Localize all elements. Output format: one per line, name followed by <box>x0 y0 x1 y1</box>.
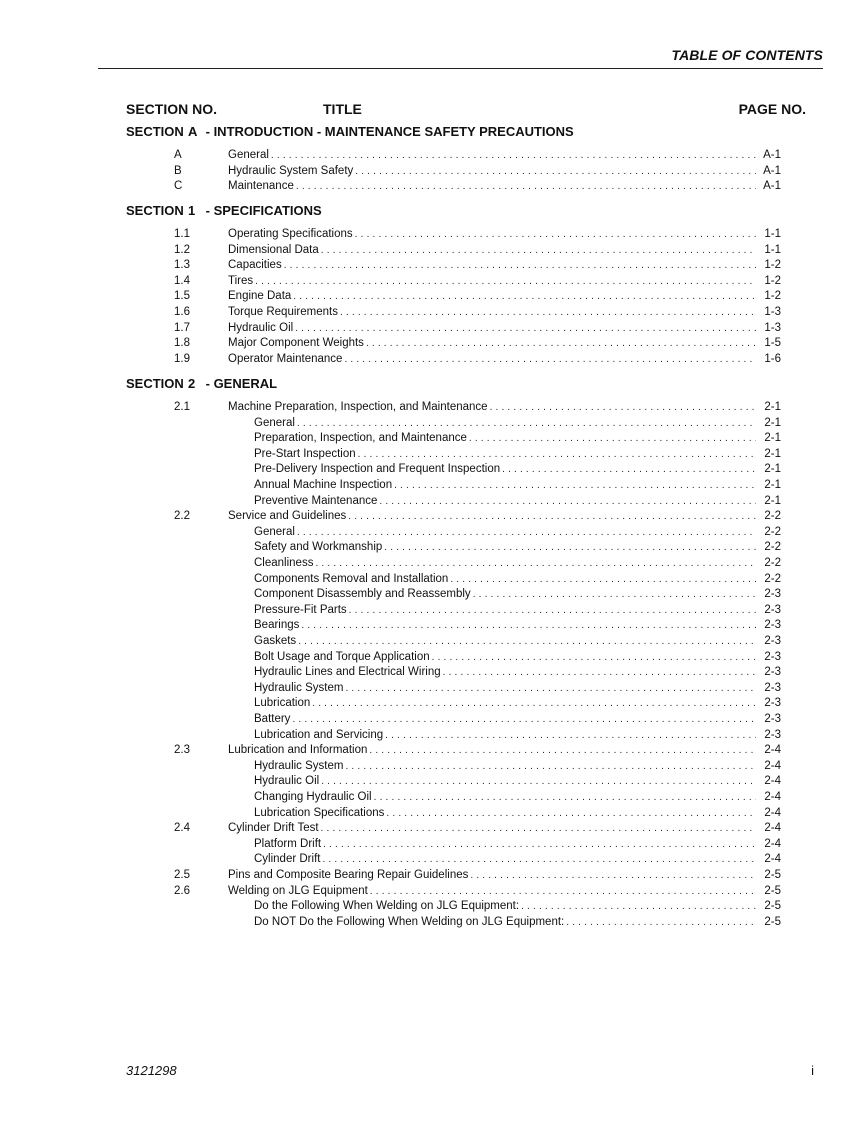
toc-entry-line <box>254 759 781 774</box>
toc-entry[interactable] <box>0 759 866 774</box>
dot-leader <box>321 243 756 258</box>
dot-leader <box>345 681 756 696</box>
toc-entry[interactable] <box>0 258 866 273</box>
column-headings <box>126 101 806 119</box>
toc-entry[interactable] <box>0 289 866 304</box>
toc-entry-line <box>228 258 781 273</box>
section-heading <box>126 376 277 391</box>
toc-entry-page: 2-1 <box>764 494 781 507</box>
toc-entry[interactable] <box>0 540 866 555</box>
dot-leader <box>443 665 756 680</box>
toc-entry-line <box>254 915 781 930</box>
section-title: - SPECIFICATIONS <box>205 203 322 218</box>
dot-leader <box>521 899 756 914</box>
toc-entry-line <box>228 868 781 883</box>
toc-entry-page: 2-5 <box>764 884 781 897</box>
dot-leader <box>355 164 756 179</box>
section-number: A <box>188 124 198 139</box>
toc-entry[interactable] <box>0 774 866 789</box>
dot-leader <box>366 336 756 351</box>
toc-entry[interactable] <box>0 899 866 914</box>
dot-leader <box>293 289 756 304</box>
toc-entry-title: Changing Hydraulic Oil <box>254 791 372 803</box>
toc-entry-line <box>254 806 781 821</box>
toc-entry-title: Pre-Delivery Inspection and Frequent Inspection <box>254 463 501 476</box>
toc-entry-page: 2-1 <box>764 463 781 476</box>
toc-entry-page: 1-2 <box>764 274 781 287</box>
toc-entry-page: 2-2 <box>764 557 781 569</box>
toc-entry[interactable] <box>0 868 866 883</box>
toc-entry-line <box>228 243 781 258</box>
toc-entry-number: 2.2 <box>174 510 190 523</box>
toc-entry[interactable] <box>0 650 866 665</box>
toc-entry-number: B <box>174 164 182 177</box>
toc-entry[interactable] <box>0 148 866 163</box>
toc-entry-line <box>254 728 781 743</box>
toc-entry-page: 1-1 <box>764 228 781 240</box>
dot-leader <box>432 650 756 665</box>
toc-entry[interactable] <box>0 164 866 179</box>
toc-entry-page: 2-1 <box>764 401 781 413</box>
dot-leader <box>502 462 756 477</box>
toc-entry[interactable] <box>0 556 866 571</box>
toc-entry-title: Service and Guidelines <box>228 510 347 523</box>
toc-entry-line <box>254 556 781 571</box>
toc-entry-page: 2-4 <box>764 806 781 819</box>
toc-entry[interactable] <box>0 352 866 367</box>
toc-entry-page: 2-1 <box>764 479 781 491</box>
toc-entry[interactable] <box>0 179 866 194</box>
toc-entry-title: Capacities <box>228 259 282 272</box>
toc-entry[interactable] <box>0 884 866 899</box>
dot-leader <box>292 712 756 727</box>
toc-entry-line <box>228 321 781 336</box>
toc-entry-page: 2-1 <box>764 432 781 445</box>
toc-entry-page: 2-3 <box>764 650 781 663</box>
toc-entry-page: 1-2 <box>764 259 781 272</box>
toc-entry-title: Bearings <box>254 619 300 632</box>
toc-entry[interactable] <box>0 321 866 336</box>
toc-entry-line <box>228 274 781 289</box>
toc-entry-page: A-1 <box>763 149 781 161</box>
toc-entry-title: Hydraulic Oil <box>228 321 294 334</box>
toc-entry[interactable] <box>0 806 866 821</box>
section-heading <box>126 203 322 218</box>
toc-entry[interactable] <box>0 915 866 930</box>
toc-entry-page: 2-3 <box>764 619 781 632</box>
toc-entry-line <box>254 603 781 618</box>
toc-entry-title: Lubrication and Servicing <box>254 728 384 741</box>
dot-leader <box>315 556 756 571</box>
dot-leader <box>271 148 756 163</box>
toc-entry[interactable] <box>0 478 866 493</box>
dot-leader <box>450 572 756 587</box>
toc-entry-title: Components Removal and Installation <box>254 572 449 585</box>
section-label: SECTION <box>126 376 184 391</box>
toc-entry-number: 2.5 <box>174 869 190 881</box>
toc-entry-page: 2-4 <box>764 775 781 788</box>
toc-entry-page: 2-3 <box>764 728 781 741</box>
toc-entry-line <box>228 148 781 163</box>
toc-entry-title: Maintenance <box>228 180 294 193</box>
toc-entry-page: 2-2 <box>764 525 781 538</box>
toc-entry-title: Major Component Weights <box>228 337 364 350</box>
toc-entry-title: Platform Drift <box>254 837 322 850</box>
toc-entry-title: Hydraulic System <box>254 759 344 772</box>
toc-entry-number: 1.5 <box>174 290 190 303</box>
dot-leader <box>355 227 756 242</box>
dot-leader <box>369 743 756 758</box>
toc-entry-line <box>254 899 781 914</box>
dot-leader <box>370 884 756 899</box>
toc-entry-title: Annual Machine Inspection <box>254 479 393 491</box>
toc-entry-title: Preparation, Inspection, and Maintenance <box>254 432 467 445</box>
toc-entry-number: 1.8 <box>174 337 190 350</box>
toc-entry-number: 2.4 <box>174 822 190 835</box>
toc-entry-title: Safety and Workmanship <box>254 541 383 554</box>
toc-entry-number: 2.6 <box>174 884 190 897</box>
toc-entry-page: 2-4 <box>764 759 781 772</box>
toc-entry-line <box>228 352 781 367</box>
document-number: 3121298 <box>126 1063 177 1078</box>
section-label: SECTION <box>126 203 184 218</box>
toc-entry-title: Lubrication Specifications <box>254 806 385 819</box>
dot-leader <box>321 821 756 836</box>
toc-entry-title: Pins and Composite Bearing Repair Guidelines <box>228 869 469 881</box>
dot-leader <box>386 806 756 821</box>
column-heading-section: SECTION NO. <box>126 101 218 117</box>
toc-entry-line <box>228 179 781 194</box>
toc-entry-line <box>254 494 781 509</box>
toc-entry-number: 1.6 <box>174 306 190 318</box>
toc-entry-number: 1.9 <box>174 352 190 365</box>
toc-entry[interactable] <box>0 447 866 462</box>
toc-entry-page: 1-3 <box>764 306 781 318</box>
toc-entry[interactable] <box>0 274 866 289</box>
toc-entry-page: A-1 <box>763 180 781 193</box>
toc-entry[interactable] <box>0 227 866 242</box>
toc-entry-line <box>254 852 781 867</box>
toc-entry[interactable] <box>0 618 866 633</box>
dot-leader <box>255 274 756 289</box>
toc-entry-title: General <box>254 525 295 538</box>
toc-entry-line <box>254 634 781 649</box>
toc-entry-page: 2-3 <box>764 603 781 616</box>
column-heading-page: PAGE NO. <box>738 101 806 117</box>
toc-entry-title: Welding on JLG Equipment <box>228 884 368 897</box>
toc-entry-title: Operating Specifications <box>228 228 353 240</box>
toc-entry-page: 1-3 <box>764 321 781 334</box>
toc-entry-line <box>228 164 781 179</box>
toc-entry-title: Hydraulic Oil <box>254 775 320 788</box>
dot-leader <box>323 837 756 852</box>
toc-entry-page: 2-2 <box>764 510 781 523</box>
dot-leader <box>348 509 756 524</box>
toc-entry-number: 1.1 <box>174 228 190 240</box>
toc-entry-line <box>228 400 781 415</box>
dot-leader <box>358 447 756 462</box>
dot-leader <box>394 478 756 493</box>
page-header <box>98 46 823 69</box>
toc-entry-line <box>228 227 781 242</box>
toc-entry-page: 1-2 <box>764 290 781 303</box>
dot-leader <box>469 431 756 446</box>
dot-leader <box>490 400 756 415</box>
toc-entry-page: 1-5 <box>764 337 781 350</box>
toc-entry-title: Operator Maintenance <box>228 352 343 365</box>
toc-entry-title: Do NOT Do the Following When Welding on JLG Equipment: <box>254 915 565 928</box>
toc-entry-page: 2-5 <box>764 900 781 913</box>
toc-entry-page: 2-3 <box>764 666 781 679</box>
dot-leader <box>379 494 756 509</box>
section-number: 1 <box>188 203 196 218</box>
toc-entry-line <box>254 665 781 680</box>
toc-entry-line <box>254 478 781 493</box>
toc-entry-page: 2-1 <box>764 416 781 429</box>
toc-entry[interactable] <box>0 634 866 649</box>
toc-entry-page: 2-5 <box>764 869 781 881</box>
toc-entry-page: 2-3 <box>764 713 781 725</box>
toc-entry-line <box>228 821 781 836</box>
toc-entry-page: 2-1 <box>764 447 781 460</box>
toc-entry-line <box>254 416 781 431</box>
toc-entry-page: 1-6 <box>764 352 781 365</box>
toc-entry[interactable] <box>0 494 866 509</box>
section-title: - INTRODUCTION - MAINTENANCE SAFETY PRECAUTIONS <box>205 124 574 139</box>
dot-leader <box>470 868 756 883</box>
dot-leader <box>298 634 756 649</box>
dot-leader <box>295 321 756 336</box>
toc-entry-page: 2-3 <box>764 635 781 647</box>
toc-entry[interactable] <box>0 587 866 602</box>
dot-leader <box>473 587 756 602</box>
toc-entry[interactable] <box>0 743 866 758</box>
toc-entry-line <box>254 650 781 665</box>
toc-entry-page: A-1 <box>763 164 781 177</box>
toc-entry-title: Bolt Usage and Torque Application <box>254 650 430 663</box>
toc-entry-line <box>254 572 781 587</box>
dot-leader <box>284 258 756 273</box>
toc-entry-page: 2-2 <box>764 541 781 554</box>
toc-entry-title: Cylinder Drift Test <box>228 822 319 835</box>
toc-entry[interactable] <box>0 400 866 415</box>
toc-entry-title: Lubrication and Information <box>228 744 368 757</box>
toc-entry-page: 2-4 <box>764 744 781 757</box>
toc-entry-line <box>228 336 781 351</box>
toc-entry-line <box>254 837 781 852</box>
toc-entry-title: Pre-Start Inspection <box>254 447 356 460</box>
toc-entry-line <box>254 774 781 789</box>
dot-leader <box>296 179 756 194</box>
toc-entry-line <box>254 681 781 696</box>
toc-entry-title: Pressure-Fit Parts <box>254 603 347 616</box>
page-title: TABLE OF CONTENTS <box>671 47 823 63</box>
toc-entry-title: Torque Requirements <box>228 306 338 318</box>
page-number: i <box>811 1063 814 1078</box>
toc-entry-title: Cleanliness <box>254 557 314 569</box>
dot-leader <box>312 696 756 711</box>
section-label: SECTION <box>126 124 184 139</box>
toc-entry[interactable] <box>0 696 866 711</box>
toc-entry-title: Cylinder Drift <box>254 853 321 866</box>
toc-entry-line <box>254 525 781 540</box>
toc-entry-number: 1.7 <box>174 321 190 334</box>
toc-entry-number: 2.1 <box>174 401 190 413</box>
toc-entry-title: Hydraulic Lines and Electrical Wiring <box>254 666 441 679</box>
dot-leader <box>566 915 756 930</box>
toc-entry-title: Tires <box>228 274 254 287</box>
dot-leader <box>321 774 756 789</box>
toc-entry[interactable] <box>0 431 866 446</box>
toc-entry-number: 1.3 <box>174 259 190 272</box>
toc-entry[interactable] <box>0 525 866 540</box>
toc-entry-number: A <box>174 149 182 161</box>
toc-entry-title: Component Disassembly and Reassembly <box>254 588 471 601</box>
section-heading <box>126 124 574 139</box>
toc-entry-number: 1.2 <box>174 243 190 256</box>
column-heading-title: TITLE <box>323 101 362 117</box>
toc-entry-title: Hydraulic System <box>254 681 344 694</box>
toc-entry-title: General <box>228 149 269 161</box>
toc-entry[interactable] <box>0 681 866 696</box>
toc-entry[interactable] <box>0 572 866 587</box>
toc-entry[interactable] <box>0 509 866 524</box>
toc-entry[interactable] <box>0 728 866 743</box>
dot-leader <box>384 540 756 555</box>
toc-entry[interactable] <box>0 416 866 431</box>
toc-entry[interactable] <box>0 336 866 351</box>
toc-entry-title: Preventive Maintenance <box>254 494 378 507</box>
toc-entry[interactable] <box>0 603 866 618</box>
toc-entry-title: Machine Preparation, Inspection, and Maintenance <box>228 401 488 413</box>
toc-entry-page: 2-4 <box>764 822 781 835</box>
toc-entry-title: Engine Data <box>228 290 292 303</box>
dot-leader <box>297 525 756 540</box>
toc-entry[interactable] <box>0 712 866 727</box>
toc-entry-line <box>254 431 781 446</box>
toc-entry-title: Gaskets <box>254 635 297 647</box>
toc-entry-page: 2-3 <box>764 697 781 710</box>
dot-leader <box>385 728 756 743</box>
toc-entry[interactable] <box>0 462 866 477</box>
toc-entry-line <box>254 696 781 711</box>
toc-entry[interactable] <box>0 837 866 852</box>
dot-leader <box>340 305 756 320</box>
toc-entry-page: 2-5 <box>764 915 781 928</box>
dot-leader <box>344 352 756 367</box>
toc-entry-line <box>254 587 781 602</box>
toc-entry-page: 2-4 <box>764 853 781 866</box>
toc-entry-title: Battery <box>254 713 291 725</box>
toc-entry-page: 2-4 <box>764 791 781 803</box>
toc-entry-line <box>228 305 781 320</box>
toc-entry[interactable] <box>0 665 866 680</box>
toc-entry-line <box>254 540 781 555</box>
toc-entry-line <box>254 462 781 477</box>
dot-leader <box>322 852 756 867</box>
toc-entry-line <box>228 884 781 899</box>
dot-leader <box>345 759 756 774</box>
dot-leader <box>297 416 756 431</box>
dot-leader <box>374 790 756 805</box>
dot-leader <box>349 603 756 618</box>
toc-entry-line <box>254 618 781 633</box>
toc-entry-line <box>254 712 781 727</box>
toc-entry-page: 2-3 <box>764 588 781 601</box>
toc-entry[interactable] <box>0 305 866 320</box>
toc-entry-line <box>254 790 781 805</box>
toc-entry-line <box>228 743 781 758</box>
toc-entry-title: Lubrication <box>254 697 311 710</box>
section-number: 2 <box>188 376 196 391</box>
dot-leader <box>301 618 756 633</box>
toc-entry-page: 1-1 <box>764 243 781 256</box>
toc-entry-title: General <box>254 416 295 429</box>
toc-entry-title: Do the Following When Welding on JLG Equipment: <box>254 900 520 913</box>
toc-entry[interactable] <box>0 821 866 836</box>
toc-entry-line <box>228 289 781 304</box>
toc-entry-line <box>228 509 781 524</box>
toc-entry-line <box>254 447 781 462</box>
toc-entry[interactable] <box>0 852 866 867</box>
toc-entry-page: 2-3 <box>764 681 781 694</box>
toc-entry-page: 2-2 <box>764 572 781 585</box>
toc-entry-number: C <box>174 180 183 193</box>
toc-entry-number: 2.3 <box>174 744 190 757</box>
toc-entry-title: Hydraulic System Safety <box>228 164 354 177</box>
toc-entry-title: Dimensional Data <box>228 243 319 256</box>
toc-entry[interactable] <box>0 243 866 258</box>
toc-entry[interactable] <box>0 790 866 805</box>
section-title: - GENERAL <box>205 376 278 391</box>
toc-entry-page: 2-4 <box>764 837 781 850</box>
toc-entry-number: 1.4 <box>174 274 190 287</box>
